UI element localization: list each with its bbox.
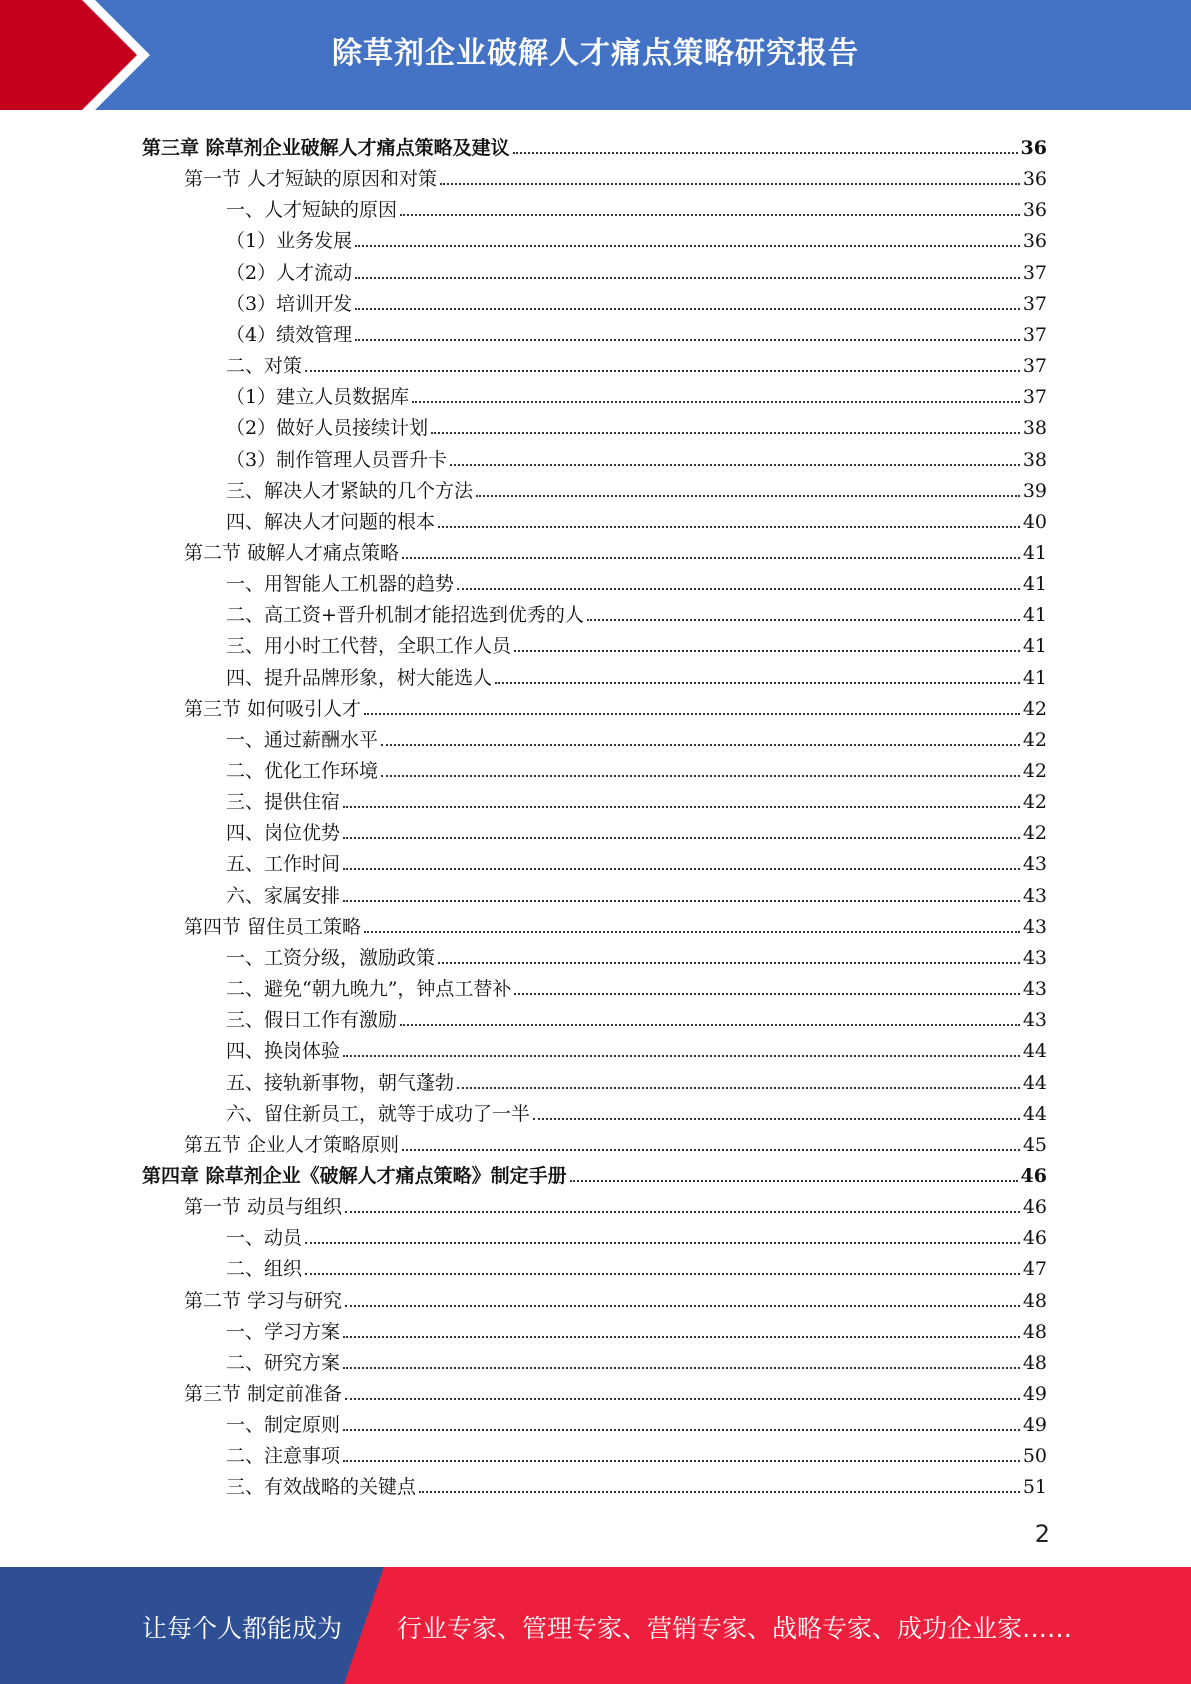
toc-entry[interactable] <box>184 1374 1047 1405</box>
toc-entry[interactable] <box>226 938 1047 969</box>
toc-entry-title: 三、有效战略的关键点 <box>226 1476 417 1499</box>
toc-entry-page: 46 <box>1022 1196 1047 1219</box>
toc-entry-page: 51 <box>1022 1476 1047 1499</box>
toc-entry-page: 36 <box>1022 199 1047 222</box>
toc-entry-page: 38 <box>1022 448 1047 471</box>
toc-entry-page: 45 <box>1022 1133 1047 1156</box>
document-title: 除草剂企业破解人才痛点策略研究报告 <box>332 36 859 71</box>
toc-entry-page: 43 <box>1022 946 1047 969</box>
toc-entry-page: 37 <box>1022 292 1047 315</box>
toc-entry-title: 第三节 制定前准备 <box>184 1383 343 1405</box>
toc-entry[interactable] <box>184 1125 1047 1156</box>
toc-dot-leader <box>513 152 1018 154</box>
toc-entry-page: 49 <box>1022 1383 1047 1405</box>
toc-entry[interactable] <box>184 1281 1047 1312</box>
toc-dot-leader <box>364 931 1020 933</box>
toc-dot-leader <box>419 1491 1020 1493</box>
toc-entry-page: 48 <box>1022 1289 1047 1312</box>
toc-entry[interactable] <box>226 1343 1047 1374</box>
toc-entry-page: 42 <box>1022 697 1047 720</box>
toc-entry-page: 48 <box>1022 1320 1047 1343</box>
toc-entry-page: 44 <box>1022 1102 1047 1125</box>
toc-dot-leader <box>343 1055 1020 1057</box>
toc-entry[interactable] <box>226 1405 1047 1436</box>
toc-entry-title: 四、岗位优势 <box>226 822 341 845</box>
toc-dot-leader <box>495 682 1020 684</box>
toc-dot-leader <box>343 1429 1020 1431</box>
toc-dot-leader <box>440 183 1020 185</box>
toc-entry[interactable] <box>226 1031 1047 1062</box>
toc-entry[interactable] <box>226 471 1047 502</box>
toc-entry-title: 第三节 如何吸引人才 <box>184 697 362 720</box>
toc-dot-leader <box>345 1398 1020 1400</box>
toc-entry-page: 37 <box>1022 323 1047 346</box>
toc-dot-leader <box>364 713 1020 715</box>
toc-entry-title: 三、提供住宿 <box>226 791 341 814</box>
toc-entry-title: 三、假日工作有激励 <box>226 1009 398 1032</box>
toc-entry-title: （2）人才流动 <box>226 261 353 284</box>
toc-entry-page: 44 <box>1022 1071 1047 1094</box>
toc-entry[interactable] <box>226 658 1047 689</box>
toc-dot-leader <box>343 900 1020 902</box>
toc-dot-leader <box>457 588 1020 590</box>
toc-entry[interactable] <box>226 720 1047 751</box>
toc-entry-page: 42 <box>1022 728 1047 751</box>
toc-entry[interactable] <box>226 1218 1047 1249</box>
toc-entry[interactable] <box>184 159 1047 190</box>
toc-entry[interactable] <box>226 440 1047 471</box>
toc-entry-title: 一、通过薪酬水平 <box>226 728 379 751</box>
toc-entry-page: 43 <box>1022 1009 1047 1032</box>
toc-entry-title: 一、用智能人工机器的趋势 <box>226 573 455 596</box>
toc-entry[interactable] <box>226 1063 1047 1094</box>
toc-entry-page: 37 <box>1022 386 1047 409</box>
toc-entry-page: 36 <box>1020 137 1047 159</box>
toc-entry-title: 二、组织 <box>226 1258 303 1281</box>
toc-dot-leader <box>305 1242 1020 1244</box>
toc-entry[interactable] <box>226 595 1047 626</box>
toc-entry-page: 43 <box>1022 853 1047 876</box>
toc-entry-page: 42 <box>1022 791 1047 814</box>
toc-entry[interactable] <box>226 1249 1047 1280</box>
toc-entry-title: 第二节 破解人才痛点策略 <box>184 541 400 564</box>
toc-entry-title: 五、接轨新事物，朝气蓬勃 <box>226 1071 455 1094</box>
toc-dot-leader <box>450 464 1020 466</box>
toc-entry-title: 一、动员 <box>226 1227 303 1250</box>
toc-entry[interactable] <box>226 346 1047 377</box>
toc-dot-leader <box>400 214 1020 216</box>
toc-dot-leader <box>402 557 1020 559</box>
toc-entry-page: 41 <box>1022 573 1047 596</box>
toc-entry-title: 二、研究方案 <box>226 1351 341 1374</box>
toc-dot-leader <box>587 619 1020 621</box>
toc-entry-title: 二、高工资+晋升机制才能招选到优秀的人 <box>226 604 584 627</box>
toc-dot-leader <box>355 308 1020 310</box>
toc-entry-page: 46 <box>1022 1227 1047 1250</box>
toc-entry[interactable] <box>226 844 1047 875</box>
toc-dot-leader <box>400 1024 1020 1026</box>
toc-entry[interactable] <box>184 1187 1047 1218</box>
toc-dot-leader <box>345 1305 1020 1307</box>
toc-entry-title: 六、家属安排 <box>226 884 341 907</box>
toc-entry[interactable] <box>226 1436 1047 1467</box>
toc-entry-title: 一、制定原则 <box>226 1414 341 1437</box>
toc-entry[interactable] <box>142 128 1047 159</box>
page-footer <box>0 1567 1191 1684</box>
toc-entry-page: 47 <box>1022 1258 1047 1281</box>
toc-entry[interactable] <box>226 969 1047 1000</box>
toc-entry-title: 三、用小时工代替，全职工作人员 <box>226 635 512 658</box>
toc-entry-page: 50 <box>1022 1445 1047 1468</box>
toc-entry-title: 二、对策 <box>226 355 303 378</box>
toc-entry-title: 第四节 留住员工策略 <box>184 915 362 938</box>
toc-dot-leader <box>533 1118 1020 1120</box>
toc-entry[interactable] <box>226 502 1047 533</box>
toc-entry[interactable] <box>226 1467 1047 1498</box>
toc-dot-leader <box>514 650 1020 652</box>
toc-entry-page: 37 <box>1022 355 1047 378</box>
toc-entry-title: 第四章 除草剂企业《破解人才痛点策略》制定手册 <box>142 1164 567 1187</box>
toc-dot-leader <box>457 1087 1020 1089</box>
toc-entry[interactable] <box>184 907 1047 938</box>
toc-entry-page: 43 <box>1022 884 1047 907</box>
toc-entry-page: 43 <box>1022 915 1047 938</box>
toc-entry-title: 第二节 学习与研究 <box>184 1289 343 1312</box>
toc-dot-leader <box>476 495 1020 497</box>
footer-slogan-left: 让每个人都能成为 <box>142 1614 343 1643</box>
footer-slogan-right: 行业专家、管理专家、营销专家、战略专家、成功企业家…… <box>397 1614 1073 1643</box>
toc-dot-leader <box>345 1211 1020 1213</box>
toc-entry-title: 一、学习方案 <box>226 1320 341 1343</box>
toc-entry[interactable] <box>226 1000 1047 1031</box>
toc-entry[interactable] <box>226 253 1047 284</box>
toc-entry[interactable] <box>226 315 1047 346</box>
toc-entry-title: 二、避免“朝九晚九”，钟点工替补 <box>226 978 512 1001</box>
toc-entry-title: 二、注意事项 <box>226 1445 341 1468</box>
toc-dot-leader <box>381 744 1020 746</box>
toc-entry-page: 42 <box>1022 822 1047 845</box>
toc-entry-page: 41 <box>1022 635 1047 658</box>
toc-dot-leader <box>438 962 1020 964</box>
toc-entry[interactable] <box>226 626 1047 657</box>
toc-entry-title: 第三章 除草剂企业破解人才痛点策略及建议 <box>142 137 510 159</box>
toc-entry-title: （3）培训开发 <box>226 292 353 315</box>
toc-entry-page: 38 <box>1022 417 1047 440</box>
toc-dot-leader <box>514 993 1019 995</box>
toc-entry-title: 一、人才短缺的原因 <box>226 199 398 222</box>
toc-entry[interactable] <box>226 751 1047 782</box>
toc-entry[interactable] <box>226 284 1047 315</box>
page-number: 2 <box>1034 1520 1050 1548</box>
toc-dot-leader <box>355 245 1020 247</box>
toc-entry-title: （1）建立人员数据库 <box>226 386 410 409</box>
toc-entry[interactable] <box>226 190 1047 221</box>
toc-entry-title: （1）业务发展 <box>226 230 353 253</box>
toc-entry-page: 41 <box>1022 666 1047 689</box>
toc-dot-leader <box>343 837 1020 839</box>
toc-entry-title: 第一节 动员与组织 <box>184 1196 343 1219</box>
toc-dot-leader <box>343 868 1020 870</box>
toc-entry[interactable] <box>226 876 1047 907</box>
toc-entry[interactable] <box>226 221 1047 252</box>
toc-entry-title: 四、换岗体验 <box>226 1040 341 1063</box>
toc-entry-page: 36 <box>1022 168 1047 191</box>
toc-entry-page: 48 <box>1022 1351 1047 1374</box>
toc-entry[interactable] <box>226 377 1047 408</box>
toc-entry-title: 六、留住新员工，就等于成功了一半 <box>226 1102 531 1125</box>
toc-dot-leader <box>412 401 1020 403</box>
toc-entry-page: 39 <box>1022 479 1047 502</box>
toc-dot-leader <box>438 526 1020 528</box>
toc-entry[interactable] <box>226 408 1047 439</box>
toc-dot-leader <box>343 1460 1020 1462</box>
toc-entry-page: 43 <box>1022 978 1047 1001</box>
toc-dot-leader <box>305 1273 1020 1275</box>
toc-entry-page: 37 <box>1022 261 1047 284</box>
toc-entry-title: 三、解决人才紧缺的几个方法 <box>226 479 474 502</box>
toc-dot-leader <box>570 1180 1018 1182</box>
toc-entry[interactable] <box>184 533 1047 564</box>
toc-entry-page: 46 <box>1020 1164 1047 1187</box>
toc-dot-leader <box>355 339 1020 341</box>
page-header <box>0 0 1191 110</box>
toc-entry-title: 一、工资分级，激励政策 <box>226 946 436 969</box>
toc-entry-title: 四、提升品牌形象，树大能选人 <box>226 666 493 689</box>
toc-dot-leader <box>381 775 1020 777</box>
toc-entry[interactable] <box>226 782 1047 813</box>
toc-entry[interactable] <box>226 564 1047 595</box>
toc-entry[interactable] <box>226 1312 1047 1343</box>
toc-entry-page: 41 <box>1022 541 1047 564</box>
toc-dot-leader <box>343 1367 1020 1369</box>
toc-entry-title: （4）绩效管理 <box>226 323 353 346</box>
toc-dot-leader <box>402 1149 1020 1151</box>
toc-entry-title: （3）制作管理人员晋升卡 <box>226 448 448 471</box>
toc-entry[interactable] <box>184 689 1047 720</box>
toc-entry-title: 第一节 人才短缺的原因和对策 <box>184 168 438 191</box>
toc-dot-leader <box>355 277 1020 279</box>
toc-dot-leader <box>305 370 1020 372</box>
toc-entry-page: 42 <box>1022 760 1047 782</box>
toc-entry-title: （2）做好人员接续计划 <box>226 417 429 440</box>
toc-entry[interactable] <box>142 1156 1047 1187</box>
toc-entry-page: 41 <box>1022 604 1047 627</box>
toc-dot-leader <box>343 806 1020 808</box>
toc-dot-leader <box>431 432 1020 434</box>
toc-entry-page: 49 <box>1022 1414 1047 1437</box>
toc-entry-page: 36 <box>1022 230 1047 253</box>
toc-entry-page: 40 <box>1022 510 1047 533</box>
toc-entry-title: 第五节 企业人才策略原则 <box>184 1133 400 1156</box>
toc-entry-title: 五、工作时间 <box>226 853 341 876</box>
toc-dot-leader <box>343 1336 1020 1338</box>
toc-entry[interactable] <box>226 1094 1047 1125</box>
toc-entry[interactable] <box>226 813 1047 844</box>
toc-entry-title: 四、解决人才问题的根本 <box>226 510 436 533</box>
toc-entry-title: 二、优化工作环境 <box>226 760 379 782</box>
toc-entry-page: 44 <box>1022 1040 1047 1063</box>
